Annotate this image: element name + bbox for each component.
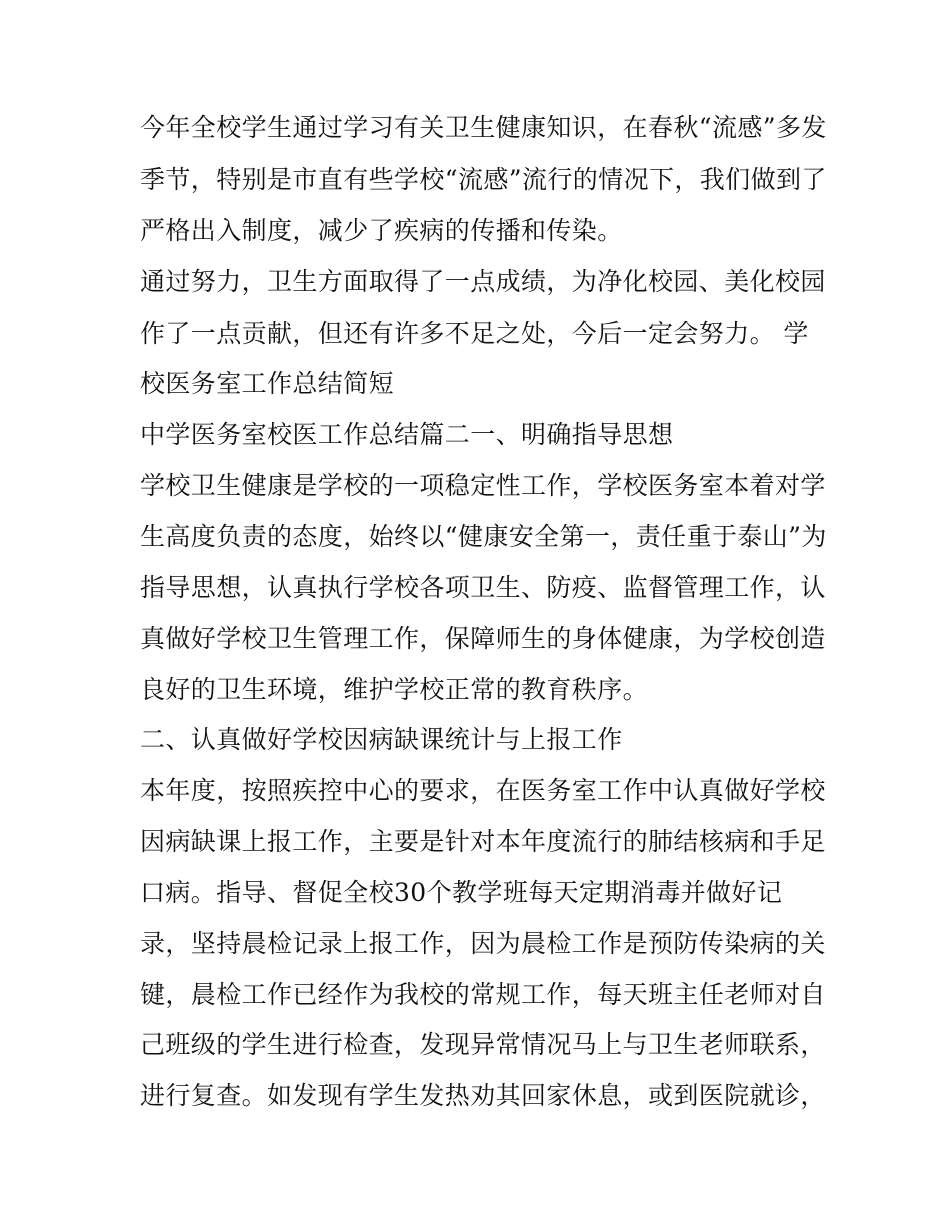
text-line: 本年度，按照疾控中心的要求，在医务室工作中认真做好学校 (140, 776, 826, 805)
text-line: 因病缺课上报工作，主要是针对本年度流行的肺结核病和手足 (140, 827, 826, 856)
text-line: 己班级的学生进行检查，发现异常情况马上与卫生老师联系， (140, 1030, 826, 1059)
text-line: 季节，特别是市直有些学校“流感”流行的情况下，我们做到了 (140, 165, 827, 194)
text-line: 严格出入制度，减少了疾病的传播和传染。 (140, 216, 623, 245)
text-line: 学校卫生健康是学校的一项稳定性工作，学校医务室本着对学 (140, 471, 826, 500)
section-heading: 中学医务室校医工作总结篇二一、明确指导思想 (140, 420, 674, 449)
text-line: 录，坚持晨检记录上报工作，因为晨检工作是预防传染病的关 (140, 929, 826, 958)
text-line: 真做好学校卫生管理工作，保障师生的身体健康，为学校创造 (140, 624, 826, 653)
text-line: 作了一点贡献，但还有许多不足之处，今后一定会努力。 学 (140, 319, 809, 348)
text-line: 今年全校学生通过学习有关卫生健康知识，在春秋“流感”多发 (140, 113, 827, 142)
text-line: 良好的卫生环境，维护学校正常的教育秩序。 (140, 675, 649, 704)
text-line: 生高度负责的态度，始终以“健康安全第一，责任重于泰山”为 (140, 522, 827, 551)
text-line: 键，晨检工作已经作为我校的常规工作，每天班主任老师对自 (140, 980, 826, 1009)
text-line: 通过努力，卫生方面取得了一点成绩，为净化校园、美化校园 (140, 267, 826, 296)
text-line: 进行复查。如发现有学生发热劝其回家休息，或到医院就诊， (140, 1081, 826, 1110)
text-line: 口病。指导、督促全校30个教学班每天定期消毒并做好记 (140, 878, 783, 907)
text-line: 指导思想，认真执行学校各项卫生、防疫、监督管理工作，认 (140, 573, 826, 602)
section-heading: 二、认真做好学校因病缺课统计与上报工作 (140, 725, 623, 754)
text-line: 校医务室工作总结简短 (140, 369, 395, 398)
